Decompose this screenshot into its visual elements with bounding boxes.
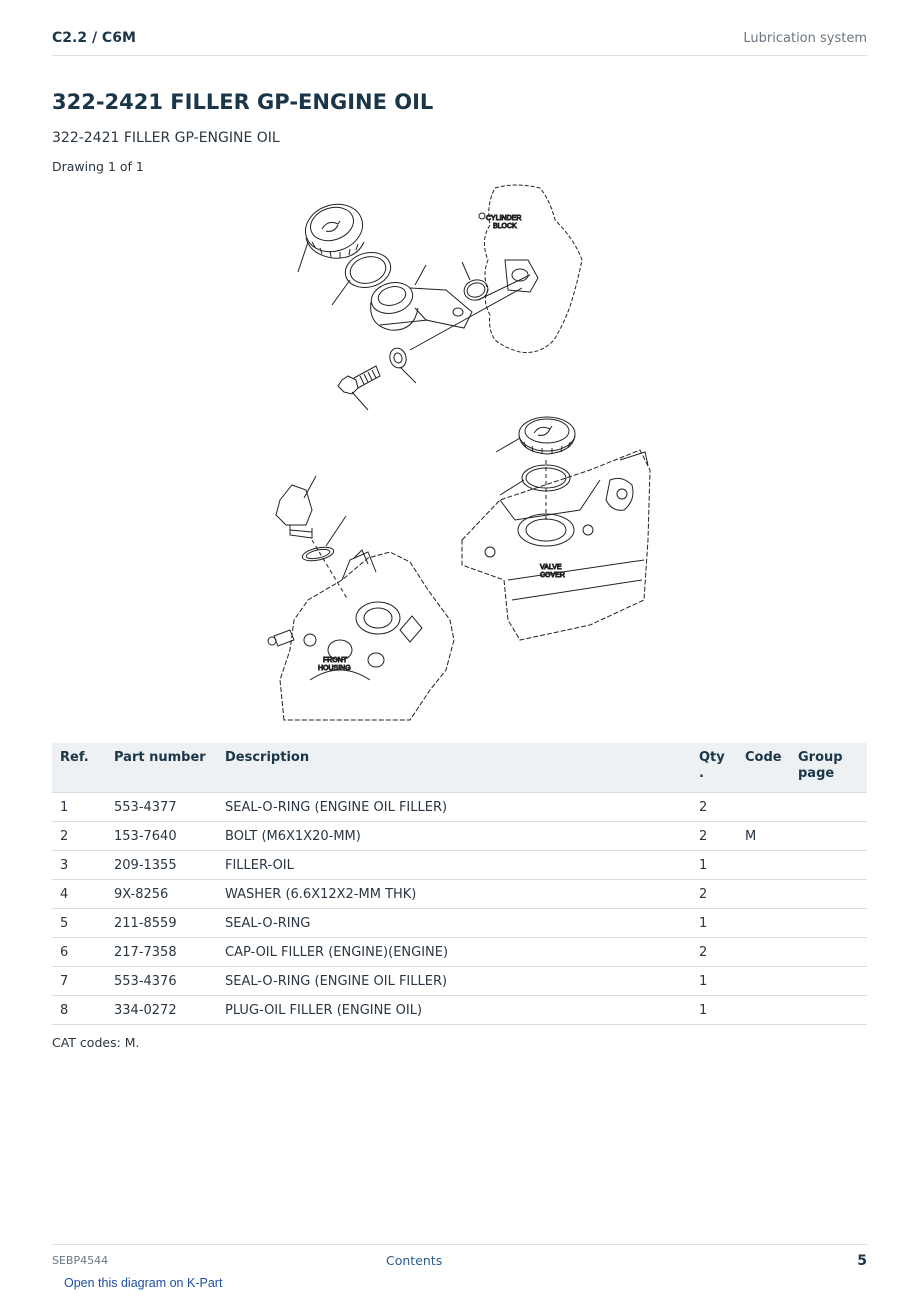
cell-code <box>737 909 790 938</box>
cell-group-page <box>790 909 867 938</box>
cell-ref: 5 <box>52 909 106 938</box>
cell-description: WASHER (6.6X12X2-MM THK) <box>217 880 691 909</box>
cell-qty: 2 <box>691 938 737 967</box>
cell-ref: 1 <box>52 793 106 822</box>
cell-group-page <box>790 822 867 851</box>
front-housing-label-1: FRONT <box>323 657 348 664</box>
valve-cover-label-2: COVER <box>540 572 565 579</box>
cell-qty: 2 <box>691 822 737 851</box>
drawing-label: Drawing 1 of 1 <box>52 159 144 174</box>
cell-description: SEAL-O-RING (ENGINE OIL FILLER) <box>217 967 691 996</box>
cell-part-number: 211-8559 <box>106 909 217 938</box>
page-title: 322-2421 FILLER GP-ENGINE OIL <box>52 90 434 114</box>
header-part-number: Part number <box>106 743 217 793</box>
front-housing <box>268 550 454 720</box>
cell-qty: 1 <box>691 996 737 1025</box>
kpart-link[interactable]: Open this diagram on K-Part <box>64 1276 223 1290</box>
header-ref: Ref. <box>52 743 106 793</box>
cell-qty: 1 <box>691 967 737 996</box>
cell-description: SEAL-O-RING (ENGINE OIL FILLER) <box>217 793 691 822</box>
cell-code <box>737 938 790 967</box>
cylinder-block-label-1: CYLINDER <box>486 215 522 222</box>
o-ring-small <box>462 277 490 303</box>
page-header <box>52 28 867 56</box>
table-row <box>52 880 867 909</box>
document-id: SEBP4544 <box>52 1254 109 1267</box>
header-code: Code <box>737 743 790 793</box>
cell-code: M <box>737 822 790 851</box>
cell-group-page <box>790 851 867 880</box>
table-header-row <box>52 743 867 793</box>
cell-ref: 2 <box>52 822 106 851</box>
header-qty: Qty . <box>691 743 737 793</box>
cell-part-number: 553-4377 <box>106 793 217 822</box>
cell-group-page <box>790 967 867 996</box>
cell-description: CAP-OIL FILLER (ENGINE)(ENGINE) <box>217 938 691 967</box>
cell-group-page <box>790 996 867 1025</box>
cell-ref: 4 <box>52 880 106 909</box>
cell-qty: 2 <box>691 880 737 909</box>
cell-group-page <box>790 880 867 909</box>
page-number: 5 <box>857 1253 867 1269</box>
cell-qty: 1 <box>691 851 737 880</box>
cell-code <box>737 996 790 1025</box>
washer <box>388 346 409 369</box>
cell-code <box>737 851 790 880</box>
parts-table-body <box>52 793 867 1025</box>
table-row <box>52 793 867 822</box>
table-row <box>52 996 867 1025</box>
header-group-page: Group page <box>790 743 867 793</box>
table-row <box>52 851 867 880</box>
parts-table <box>52 743 867 1025</box>
table-row <box>52 938 867 967</box>
cell-ref: 8 <box>52 996 106 1025</box>
cell-code <box>737 967 790 996</box>
valve-cover <box>462 450 650 640</box>
bolt <box>338 366 380 394</box>
oil-filler-body <box>368 278 472 330</box>
o-ring-plug <box>301 545 335 563</box>
cell-qty: 1 <box>691 909 737 938</box>
cell-part-number: 9X-8256 <box>106 880 217 909</box>
oil-filler-cap-upper <box>299 197 368 259</box>
cell-description: BOLT (M6X1X20-MM) <box>217 822 691 851</box>
cell-qty: 2 <box>691 793 737 822</box>
cell-part-number: 209-1355 <box>106 851 217 880</box>
cell-group-page <box>790 793 867 822</box>
cell-part-number: 153-7640 <box>106 822 217 851</box>
table-row <box>52 822 867 851</box>
cell-description: SEAL-O-RING <box>217 909 691 938</box>
cell-group-page <box>790 938 867 967</box>
cell-part-number: 217-7358 <box>106 938 217 967</box>
valve-cover-label-1: VALVE <box>540 564 562 571</box>
cat-codes-note: CAT codes: M. <box>52 1035 140 1050</box>
section-label: Lubrication system <box>743 31 867 46</box>
cell-ref: 3 <box>52 851 106 880</box>
table-row <box>52 909 867 938</box>
front-housing-label-2: HOUSING <box>318 665 351 672</box>
parts-diagram <box>250 180 670 730</box>
cell-ref: 7 <box>52 967 106 996</box>
cell-description: FILLER-OIL <box>217 851 691 880</box>
cylinder-block <box>479 185 582 353</box>
cell-part-number: 334-0272 <box>106 996 217 1025</box>
cell-code <box>737 793 790 822</box>
contents-link[interactable]: Contents <box>386 1253 443 1268</box>
oil-filler-cap-lower <box>519 417 575 454</box>
page-subtitle: 322-2421 FILLER GP-ENGINE OIL <box>52 130 280 146</box>
header-description: Description <box>217 743 691 793</box>
table-row <box>52 967 867 996</box>
cylinder-block-label-2: BLOCK <box>493 223 517 230</box>
cell-ref: 6 <box>52 938 106 967</box>
page-footer <box>52 1244 867 1275</box>
cell-description: PLUG-OIL FILLER (ENGINE OIL) <box>217 996 691 1025</box>
model-label: C2.2 / C6M <box>52 30 136 46</box>
cell-part-number: 553-4376 <box>106 967 217 996</box>
cell-code <box>737 880 790 909</box>
